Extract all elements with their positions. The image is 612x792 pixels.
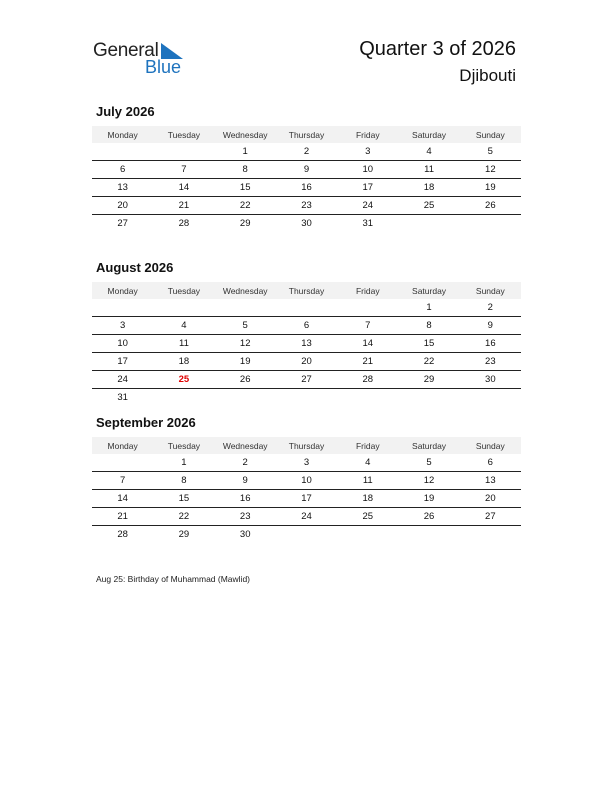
day-cell: 31	[362, 218, 374, 229]
weekday-label: Wednesday	[222, 129, 268, 140]
day-cell: 12	[485, 164, 496, 175]
day-cell: 8	[426, 320, 432, 331]
weeks-container	[92, 299, 521, 406]
day-cell: 2	[303, 146, 310, 157]
day-cell: 27	[485, 511, 496, 522]
weekday-label: Wednesday	[222, 440, 268, 451]
weekday-label: Thursday	[288, 129, 325, 140]
day-cell: 16	[239, 493, 251, 504]
day-cell: 1	[426, 302, 432, 313]
weekday-label: Thursday	[288, 440, 325, 451]
day-cell: 4	[365, 457, 371, 468]
day-cell: 10	[301, 475, 312, 486]
country-name: Djibouti	[459, 66, 516, 85]
weekday-label: Sunday	[475, 285, 505, 296]
day-cell: 8	[242, 164, 248, 175]
month-block-august	[92, 260, 521, 406]
day-cell: 5	[242, 320, 248, 331]
weekday-label: Tuesday	[167, 285, 201, 296]
weekday-label: Monday	[107, 129, 138, 140]
weekday-label: Wednesday	[222, 285, 268, 296]
day-cell: 24	[301, 511, 312, 522]
month-title: August 2026	[96, 260, 174, 275]
day-cell: 29	[239, 218, 251, 229]
day-cell: 22	[239, 200, 251, 211]
day-cell: 19	[423, 493, 435, 504]
week-row	[92, 508, 521, 526]
day-cell: 13	[485, 475, 496, 486]
day-cell: 22	[423, 356, 435, 367]
weekday-header-row	[92, 282, 521, 299]
day-cell: 23	[239, 511, 251, 522]
day-cell: 10	[117, 338, 128, 349]
day-cell: 25	[178, 374, 190, 385]
week-row	[92, 472, 521, 490]
weekday-label: Saturday	[412, 440, 447, 451]
day-cell: 13	[301, 338, 312, 349]
weekday-label: Sunday	[475, 129, 505, 140]
week-row	[92, 179, 521, 197]
week-row	[92, 317, 521, 335]
day-cell: 19	[239, 356, 251, 367]
weekday-label: Saturday	[412, 129, 447, 140]
day-cell: 12	[239, 338, 251, 349]
week-row	[92, 454, 521, 472]
logo-general-text: General	[93, 40, 159, 61]
day-cell: 27	[301, 374, 312, 385]
week-row	[92, 335, 521, 353]
day-cell: 14	[117, 493, 128, 504]
day-cell: 2	[487, 302, 493, 313]
day-cell: 7	[181, 164, 187, 175]
logo	[93, 40, 193, 80]
day-cell: 17	[362, 182, 374, 193]
day-cell: 4	[181, 320, 187, 331]
day-cell: 16	[301, 182, 312, 193]
day-cell: 26	[239, 374, 251, 385]
holiday-note: Aug 25: Birthday of Muhammad (Mawlid)	[96, 574, 251, 584]
day-cell: 6	[487, 457, 493, 468]
week-row	[92, 215, 521, 232]
day-cell: 11	[424, 164, 434, 175]
day-cell: 20	[485, 493, 496, 504]
day-cell: 20	[301, 356, 312, 367]
day-cell: 15	[239, 182, 251, 193]
day-cell: 2	[242, 457, 248, 468]
month-title: September 2026	[96, 415, 196, 430]
weekday-label: Tuesday	[167, 129, 201, 140]
day-cell: 6	[119, 164, 126, 175]
weekday-header-row	[92, 126, 521, 143]
day-cell: 1	[242, 146, 248, 157]
month-block-september	[92, 415, 521, 543]
day-cell: 18	[362, 493, 374, 504]
day-cell: 14	[178, 182, 190, 193]
logo-blue-text: Blue	[145, 57, 182, 77]
week-row	[92, 161, 521, 179]
day-cell: 17	[301, 493, 312, 504]
week-row	[92, 143, 521, 161]
holiday-notes	[96, 574, 250, 584]
day-cell: 24	[362, 200, 374, 211]
month-title: July 2026	[96, 104, 155, 119]
day-cell: 18	[178, 356, 190, 367]
day-cell: 21	[362, 356, 374, 367]
page-title: Quarter 3 of 2026	[359, 38, 516, 60]
day-cell: 11	[178, 338, 189, 349]
day-cell: 29	[178, 529, 190, 540]
day-cell: 3	[119, 320, 126, 331]
day-cell: 13	[117, 182, 128, 193]
week-row	[92, 299, 521, 317]
weeks-container	[92, 143, 521, 232]
day-cell: 30	[239, 529, 251, 540]
day-cell: 5	[426, 457, 432, 468]
day-cell: 25	[362, 511, 374, 522]
weekday-label: Friday	[355, 440, 380, 451]
day-cell: 11	[362, 475, 373, 486]
week-row	[92, 197, 521, 215]
day-cell: 20	[117, 200, 128, 211]
day-cell: 23	[485, 356, 496, 367]
day-cell: 7	[365, 320, 371, 331]
weekday-label: Monday	[107, 285, 138, 296]
weekday-label: Tuesday	[167, 440, 201, 451]
day-cell: 24	[117, 374, 128, 385]
day-cell: 4	[426, 146, 432, 157]
day-cell: 21	[178, 200, 190, 211]
week-row	[92, 389, 521, 406]
day-cell: 3	[303, 457, 310, 468]
day-cell: 5	[487, 146, 493, 157]
weekday-label: Thursday	[288, 285, 325, 296]
day-cell: 30	[485, 374, 496, 385]
day-cell: 8	[181, 475, 187, 486]
weekday-label: Monday	[107, 440, 138, 451]
day-cell: 9	[487, 320, 493, 331]
day-cell: 23	[301, 200, 312, 211]
week-row	[92, 526, 521, 543]
day-cell: 15	[178, 493, 190, 504]
weekday-header-row	[92, 437, 521, 454]
day-cell: 6	[303, 320, 310, 331]
month-block-july	[92, 104, 521, 232]
weekday-label: Saturday	[412, 285, 447, 296]
day-cell: 16	[485, 338, 496, 349]
weekday-label: Friday	[355, 129, 380, 140]
day-cell: 7	[119, 475, 126, 486]
day-cell: 9	[242, 475, 248, 486]
weekday-label: Sunday	[475, 440, 505, 451]
day-cell: 1	[181, 457, 187, 468]
day-cell: 29	[423, 374, 435, 385]
day-cell: 28	[362, 374, 374, 385]
day-cell: 21	[117, 511, 128, 522]
day-cell: 25	[423, 200, 435, 211]
day-cell: 26	[485, 200, 496, 211]
week-row	[92, 371, 521, 389]
day-cell: 12	[423, 475, 435, 486]
day-cell: 14	[362, 338, 374, 349]
day-cell: 17	[117, 356, 128, 367]
day-cell: 28	[178, 218, 190, 229]
day-cell: 9	[303, 164, 310, 175]
day-cell: 31	[117, 392, 128, 403]
weeks-container	[92, 454, 521, 543]
day-cell: 18	[423, 182, 435, 193]
day-cell: 15	[423, 338, 435, 349]
day-cell: 22	[178, 511, 190, 522]
day-cell: 26	[423, 511, 435, 522]
week-row	[92, 353, 521, 371]
weekday-label: Friday	[355, 285, 380, 296]
day-cell: 19	[485, 182, 496, 193]
week-row	[92, 490, 521, 508]
day-cell: 30	[301, 218, 312, 229]
day-cell: 27	[117, 218, 128, 229]
day-cell: 28	[117, 529, 128, 540]
day-cell: 3	[365, 146, 371, 157]
day-cell: 10	[362, 164, 374, 175]
